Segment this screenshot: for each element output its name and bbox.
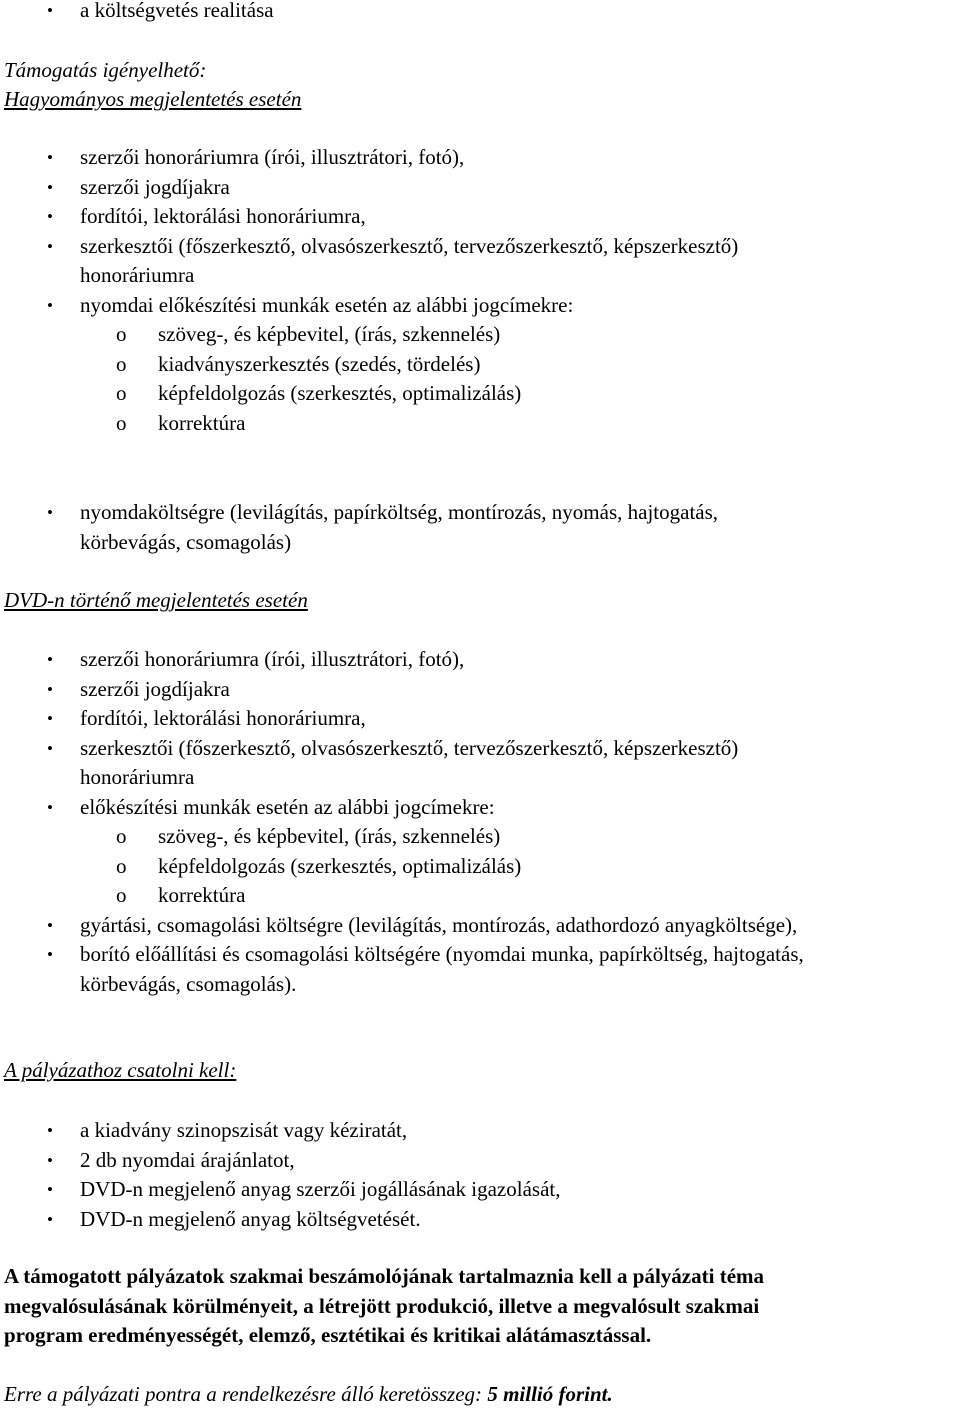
list-item: • DVD-n megjelenő anyag szerzői jogállásának igazolását, [0,1175,960,1205]
budget-line: Erre a pályázati pontra a rendelkezésre álló keretösszeg: 5 millió forint. [4,1382,613,1406]
report-line: program eredményességét, elemző, esztétikai és kritikai alátámasztással. [4,1323,652,1347]
list-item-continuation: körbevágás, csomagolás). [80,971,297,996]
sub-list-item: o szöveg-, és képbevitel, (írás, szkennelés) [0,320,960,350]
sub-list-item: o képfeldolgozás (szerkesztés, optimalizálás) [0,379,960,409]
sub-list-item: o szöveg-, és képbevitel, (írás, szkennelés) [0,822,960,852]
sub-list-item: o korrektúra [0,409,960,439]
bullet-icon: • [47,679,53,699]
circle-bullet-icon: o [116,351,127,376]
bullet-icon: • [47,738,53,758]
circle-bullet-icon: o [116,410,127,435]
circle-bullet-icon: o [116,853,127,878]
bullet-icon: • [47,1209,53,1229]
dvd-list [0,645,960,999]
list-item: • szerzői jogdíjakra [0,173,960,203]
list-item: • a kiadvány szinopszisát vagy kéziratát, [0,1116,960,1146]
circle-bullet-icon: o [116,381,127,405]
attach-heading: A pályázathoz csatolni kell: [4,1058,237,1082]
bullet-icon: • [47,177,53,197]
list-item: • nyomdai előkészítési munkák esetén az alábbi jogcímekre: [0,291,960,321]
list-item: • DVD-n megjelenő anyag költségvetését. [0,1205,960,1235]
list-item: • szerkesztői (főszerkesztő, olvasószerkesztő, tervezőszerkesztő, képszerkesztő) [0,734,960,764]
bullet-icon: • [47,148,53,167]
circle-bullet-icon: o [116,322,127,346]
bullet-icon: • [47,207,53,226]
list-item: • fordítói, lektorálási honoráriumra, [0,704,960,734]
report-paragraph [4,1262,949,1351]
support-label: Támogatás igényelhető: [4,58,207,82]
sub-list-item: o képfeldolgozás (szerkesztés, optimalizálás) [0,852,960,882]
traditional-list [0,143,960,320]
traditional-sub-list [0,320,960,438]
sub-list-item: o kiadványszerkesztés (szedés, tördelés) [0,350,960,380]
list-item: • előkészítési munkák esetén az alábbi jogcímekre: [0,793,960,823]
list-item: • szerzői honoráriumra (írói, illusztrátori, fotó), [0,143,960,173]
sub-list-item: o korrektúra [0,881,960,911]
dvd-heading: DVD-n történő megjelentetés esetén [4,588,308,612]
circle-bullet-icon: o [116,824,127,848]
list-item: • szerkesztői (főszerkesztő, olvasószerkesztő, tervezőszerkesztő, képszerkesztő) [0,232,960,262]
budget-amount: 5 millió forint. [487,1382,613,1406]
bullet-icon: • [47,709,53,728]
bullet-icon: • [47,1,53,20]
report-line: A támogatott pályázatok szakmai beszámolójának tartalmaznia kell a pályázati téma [4,1264,765,1288]
print-cost-list [0,498,960,557]
list-item: • 2 db nyomdai árajánlatot, [0,1146,960,1176]
bullet-icon: • [47,1150,53,1170]
list-item: • fordítói, lektorálási honoráriumra, [0,202,960,232]
bullet-icon: • [47,945,53,964]
bullet-icon: • [47,1121,53,1140]
list-item-continuation: honoráriumra [80,765,195,789]
list-item: • borító előállítási és csomagolási költségére (nyomdai munka, papírköltség, hajtogatás, [0,940,960,970]
bullet-icon: • [47,236,53,256]
list-item: • gyártási, csomagolási költségre (levilágítás, montírozás, adathordozó anyagköltsége), [0,911,960,941]
bullet-icon: • [47,503,53,522]
circle-bullet-icon: o [116,883,127,907]
list-item-continuation: honoráriumra [80,263,195,287]
bullet-icon: • [47,1180,53,1199]
top-list [0,0,960,26]
list-item: • a költségvetés realitása [0,0,960,26]
report-line: megvalósulásának körülményeit, a létrejött produkció, illetve a megvalósult szakmai [4,1293,760,1318]
bullet-icon: • [47,915,53,935]
list-item: • szerzői honoráriumra (írói, illusztrátori, fotó), [0,645,960,675]
bullet-icon: • [47,295,53,315]
list-item: • szerzői jogdíjakra [0,675,960,705]
bullet-icon: • [47,650,53,669]
bullet-icon: • [47,797,53,817]
attach-list [0,1116,960,1234]
traditional-heading: Hagyományos megjelentetés esetén [4,87,302,111]
list-item-continuation: körbevágás, csomagolás) [80,529,292,554]
list-item: • nyomdaköltségre (levilágítás, papírköltség, montírozás, nyomás, hajtogatás, [0,498,960,528]
